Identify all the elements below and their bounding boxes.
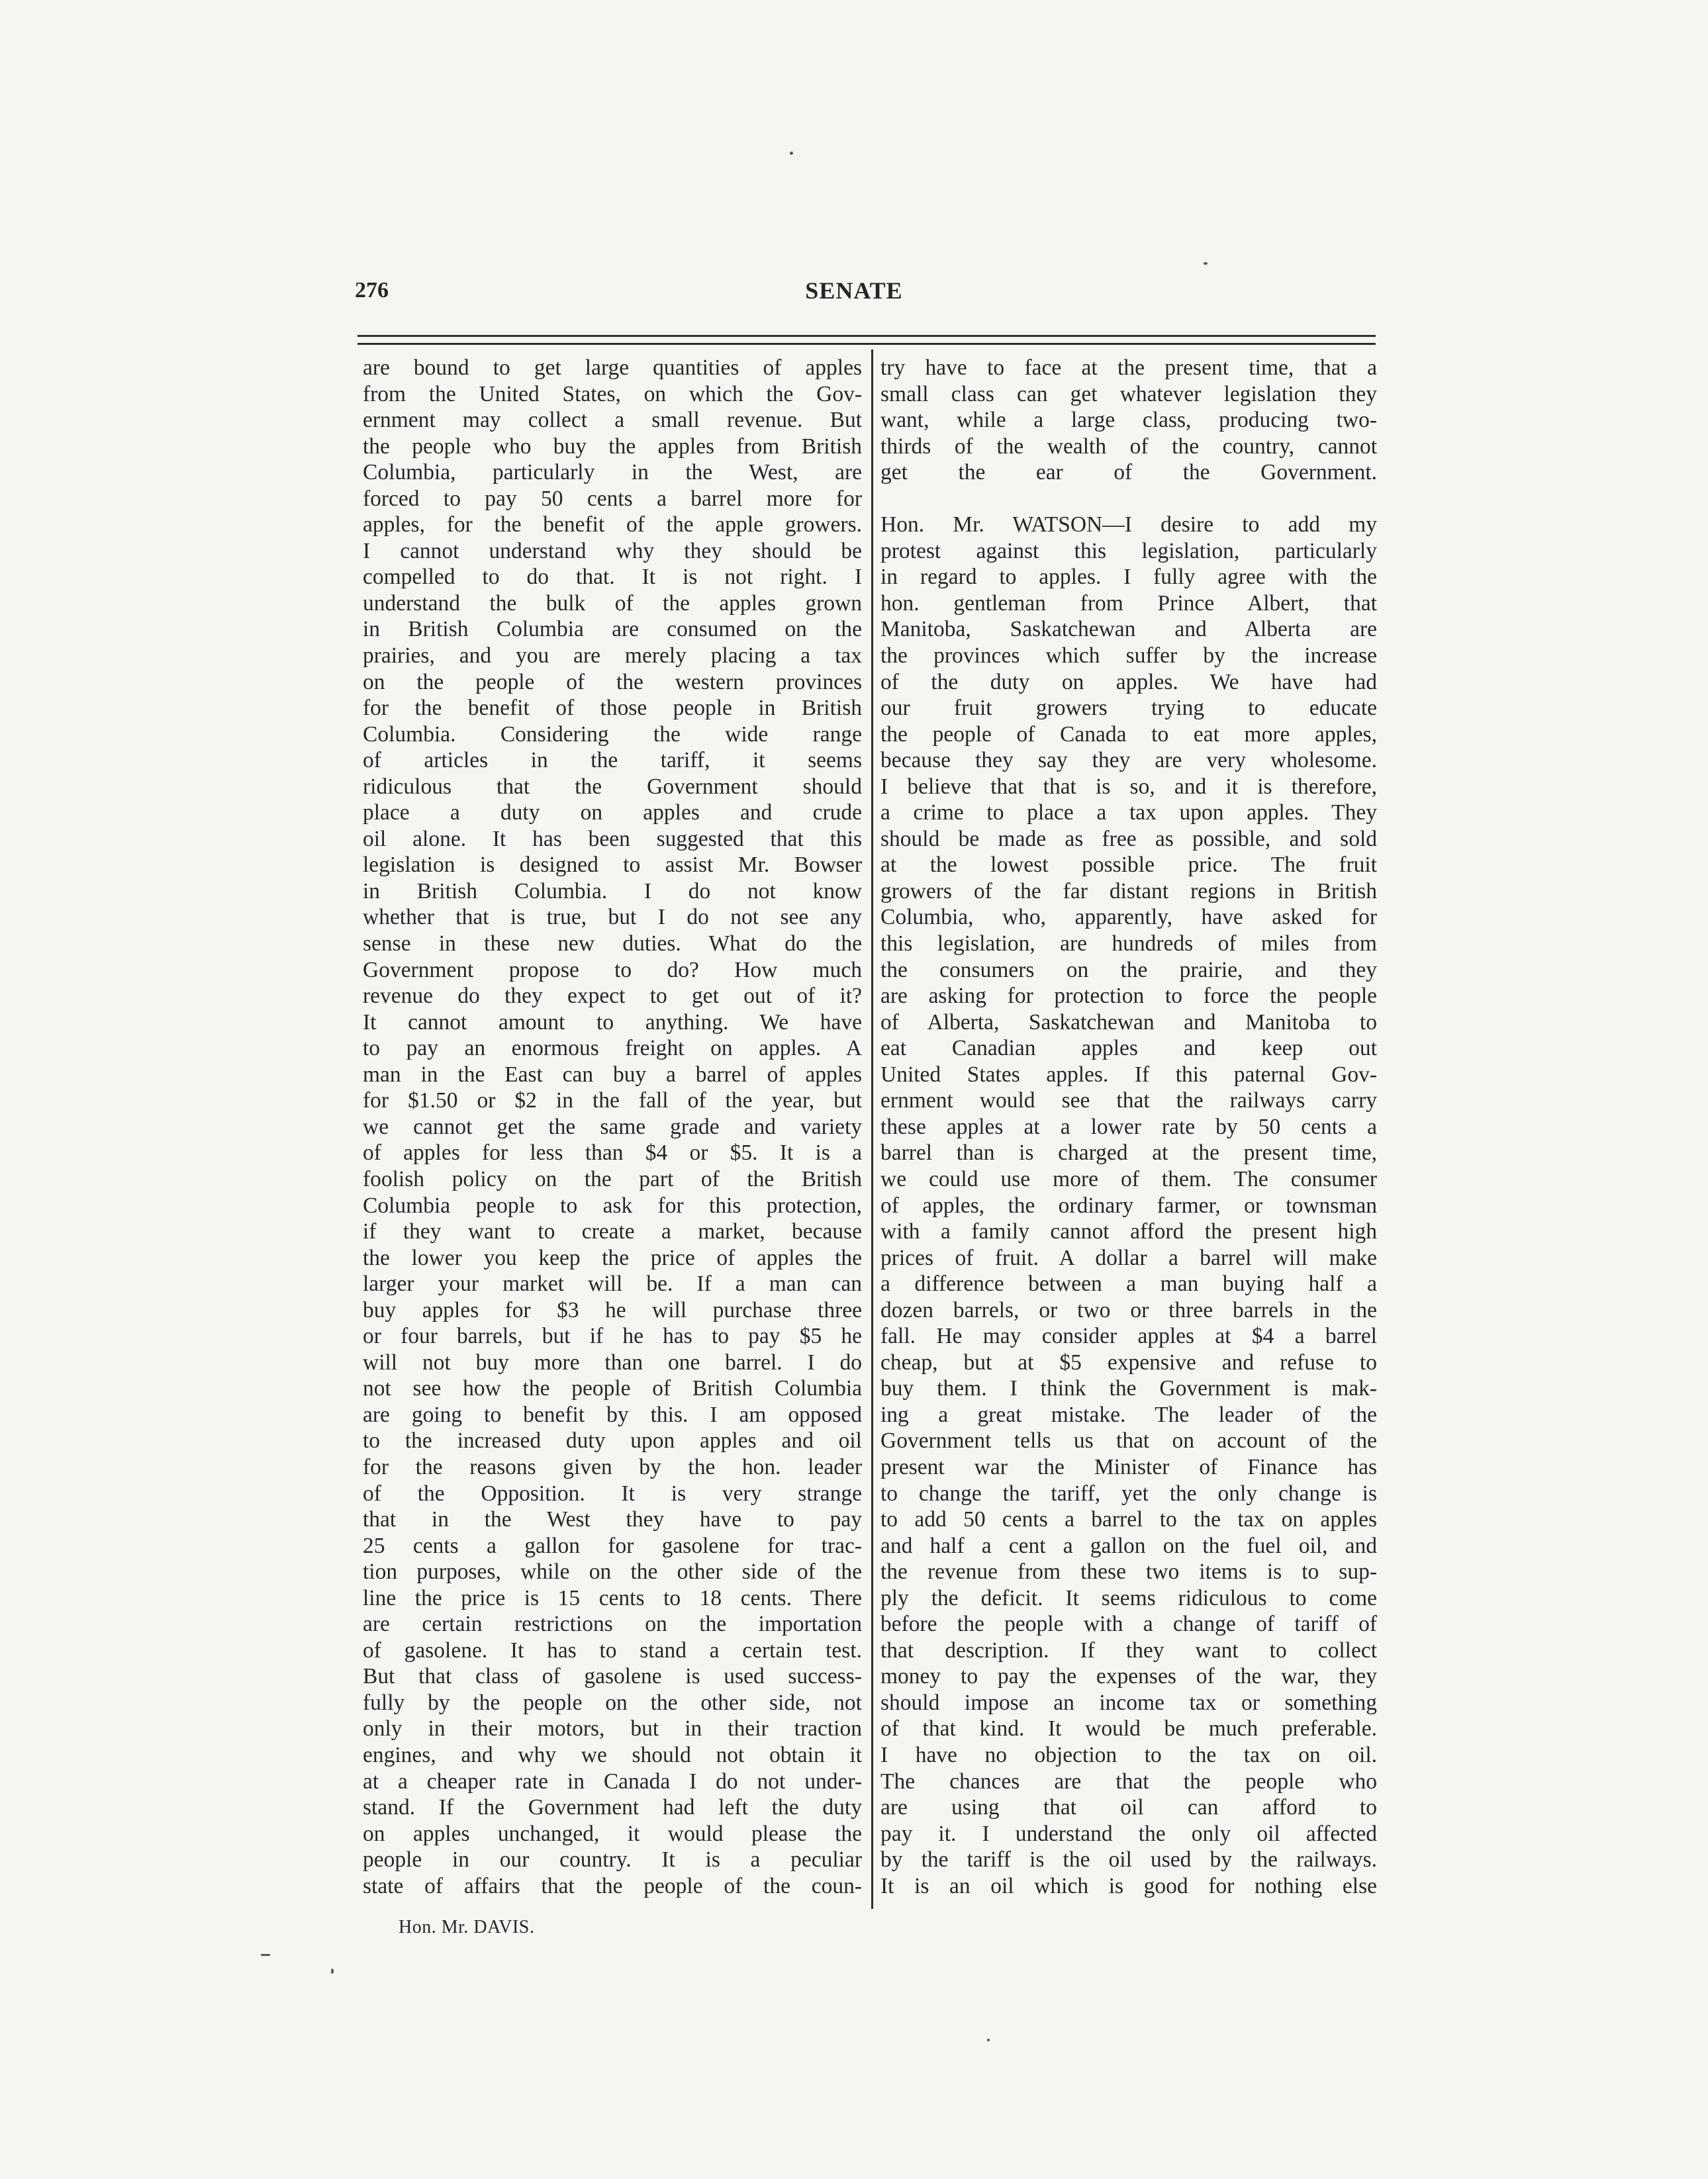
scan-speck: [1204, 262, 1208, 265]
scan-speck: [261, 1954, 270, 1956]
column-divider: [871, 349, 873, 1909]
header-rule-top: [357, 335, 1376, 337]
scan-speck: [790, 152, 793, 155]
running-head: SENATE: [805, 277, 903, 304]
header-rule-bottom: [357, 343, 1376, 345]
left-column-text: are bound to get large quantities of apples from the United States, on which the Gov- ernment may collect a small revenue. But the people who buy the apples from British Columbia, particularly in the West, are forced to pay 50 cents a barrel more for apples, for the benefit of the apple growers. I cannot understand why they should be compelled to do that. It is not right. I understand the bulk of the apples grown in British Columbia are consumed on the prairies, and you are merely placing a tax on the people of the western provinces for the benefit of those people in British Columbia. Considering the wide range of articles in the tariff, it seems ridiculous that the Government should place a duty on apples and crude oil alone. It has been suggested that this legislation is designed to assist Mr. Bowser in British Columbia. I do not know whether that is true, but I do not see any sense in these new duties. What do the Government propose to do? How much revenue do they expect to get out of it? It cannot amount to anything. We have to pay an enormous freight on apples. A man in the East can buy a barrel of apples for $1.50 or $2 in the fall of the year, but we cannot get the same grade and variety of apples for less than $4 or $5. It is a foolish policy on the part of the British Columbia people to ask for this protection, if they want to create a market, because the lower you keep the price of apples the larger your market will be. If a man can buy apples for $3 he will purchase three or four barrels, but if he has to pay $5 he will not buy more than one barrel. I do not see how the people of British Columbia are going to benefit by this. I am opposed to the increased duty upon apples and oil for the reasons given by the hon. leader of the Opposition. It is very strange that in the West they have to pay 25 cents a gallon for gasolene for trac- tion purposes, while on the other side of the line the price is 15 cents to 18 cents. There are certain restrictions on the importation of gasolene. It has to stand a certain test. But that class of gasolene is used success- fully by the people on the other side, not only in their motors, but in their traction engines, and why we should not obtain it at a cheaper rate in Canada I do not under- stand. If the Government had left the duty on apples unchanged, it would please the people in our country. It is a peculiar state of affairs that the people of the coun-: [363, 355, 862, 1898]
scan-speck: [987, 2039, 990, 2041]
footer-speaker: Hon. Mr. DAVIS.: [399, 1917, 535, 1937]
page-number: 276: [355, 278, 389, 302]
scan-speck: [331, 1969, 334, 1974]
right-column-text: try have to face at the present time, that a small class can get whatever legislation they want, while a large class, producing two- thirds of the wealth of the country, cannot get the ear of the Government. Hon. Mr. WATSON—I desire to add my protest against this legislation, particularly in regard to apples. I fully agree with the hon. gentleman from Prince Albert, that Manitoba, Saskatchewan and Alberta are the provinces which suffer by the increase of the duty on apples. We have had our fruit growers trying to educate the people of Canada to eat more apples, because they say they are very wholesome. I believe that that is so, and it is therefore, a crime to place a tax upon apples. They should be made as free as possible, and sold at the lowest possible price. The fruit growers of the far distant regions in British Columbia, who, apparently, have asked for this legislation, are hundreds of miles from the consumers on the prairie, and they are asking for protection to force the people of Alberta, Saskatchewan and Manitoba to eat Canadian apples and keep out United States apples. If this paternal Gov- ernment would see that the railways carry these apples at a lower rate by 50 cents a barrel than is charged at the present time, we could use more of them. The consumer of apples, the ordinary farmer, or townsman with a family cannot afford the present high prices of fruit. A dollar a barrel will make a difference between a man buying half a dozen barrels, or two or three barrels in the fall. He may consider apples at $4 a barrel cheap, but at $5 expensive and refuse to buy them. I think the Government is mak- ing a great mistake. The leader of the Government tells us that on account of the present war the Minister of Finance has to change the tariff, yet the only change is to add 50 cents a barrel to the tax on apples and half a cent a gallon on the fuel oil, and the revenue from these two items is to sup- ply the deficit. It seems ridiculous to come before the people with a change of tariff of that description. If they want to collect money to pay the expenses of the war, they should impose an income tax or something of that kind. It would be much preferable. I have no objection to the tax on oil. The chances are that the people who are using that oil can afford to pay it. I understand the only oil affected by the tariff is the oil used by the railways. It is an oil which is good for nothing else: [880, 355, 1377, 1898]
